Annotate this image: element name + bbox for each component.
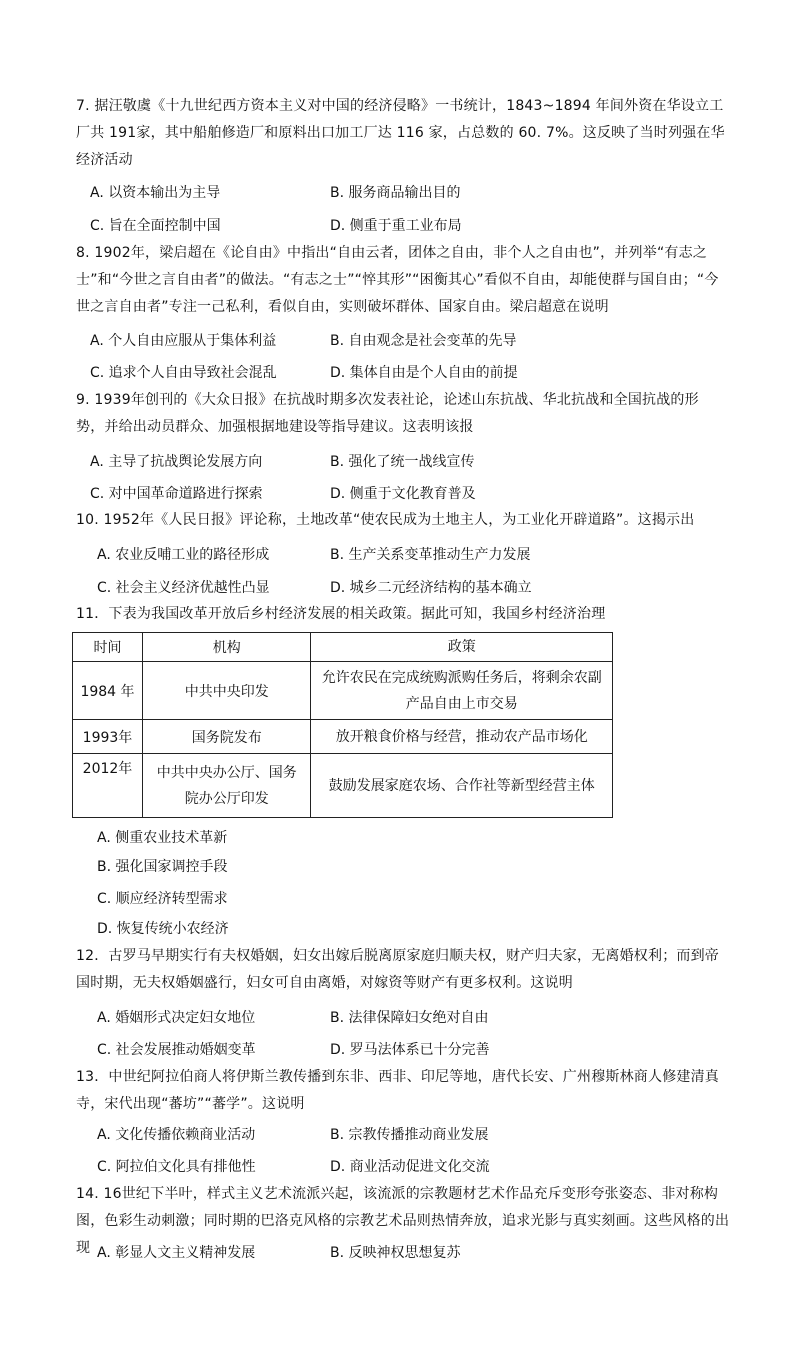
question-12-option-c[interactable]: C. 社会发展推动婚姻变革 <box>97 1042 256 1058</box>
question-13-stem: 13．中世纪阿拉伯商人将伊斯兰教传播到东非、西非、印尼等地，唐代长安、广州穆斯林商人修建清真寺，宋代出现“蕃坊”“蕃学”。这说明 <box>76 1069 720 1112</box>
question-10-stem: 10. 1952年《人民日报》评论称，土地改革“使农民成为土地主人，为工业化开辟道路”。这揭示出 <box>76 512 695 528</box>
question-7-option-b[interactable]: B. 服务商品输出目的 <box>330 185 461 201</box>
table-row <box>73 754 613 818</box>
table-cell-agency: 国务院发布 <box>142 720 310 754</box>
question-8-stem: 8. 1902年，梁启超在《论自由》中指出“自由云者，团体之自由，非个人之自由也”，并列举“有志之士”和“今世之言自由者”的做法。“有志之士”“悴其形”“困衡其心”看似不自由，却能使群与国自由；“今世之言自由者”专注一己私利，看似自由，实则破坏群体、国家自由。梁启超意在说明 <box>76 245 719 315</box>
question-10-option-a[interactable]: A. 农业反哺工业的路径形成 <box>97 547 270 563</box>
table-cell-time: 1993年 <box>73 720 143 754</box>
question-9-option-c[interactable]: C. 对中国革命道路进行探索 <box>90 486 263 502</box>
question-7-option-d[interactable]: D. 侧重于重工业布局 <box>330 218 462 234</box>
table-cell-agency: 中共中央印发 <box>142 662 310 720</box>
question-12-stem: 12．古罗马早期实行有夫权婚姻，妇女出嫁后脱离原家庭归顺夫权，财产归夫家，无离婚权利；而到帝国时期，无夫权婚姻盛行，妇女可自由离婚，对嫁资等财产有更多权利。这说明 <box>76 948 720 991</box>
table-cell-time: 1984 年 <box>73 662 143 720</box>
question-14-stem: 14. 16世纪下半叶，样式主义艺术流派兴起，该流派的宗教题材艺术作品充斥变形夸张姿态、非对称构图，色彩生动刺激；同时期的巴洛克风格的宗教艺术品则热情奔放，追求光影与真实刻画。这些风格的出现 <box>76 1186 730 1256</box>
policy-table <box>72 632 613 818</box>
question-10-option-b[interactable]: B. 生产关系变革推动生产力发展 <box>330 547 531 563</box>
question-9-option-b[interactable]: B. 强化了统一战线宣传 <box>330 454 475 470</box>
question-12-option-b[interactable]: B. 法律保障妇女绝对自由 <box>330 1010 489 1026</box>
table-row <box>73 720 613 754</box>
question-11-option-b[interactable]: B. 强化国家调控手段 <box>97 859 228 875</box>
question-9-option-d[interactable]: D. 侧重于文化教育普及 <box>330 486 476 502</box>
table-cell-policy: 鼓励发展家庭农场、合作社等新型经营主体 <box>311 754 613 818</box>
question-8-option-b[interactable]: B. 自由观念是社会变革的先导 <box>330 333 517 349</box>
table-header-policy: 政策 <box>311 633 613 662</box>
question-8-option-d[interactable]: D. 集体自由是个人自由的前提 <box>330 365 518 381</box>
question-7-option-c[interactable]: C. 旨在全面控制中国 <box>90 218 221 234</box>
question-13-option-a[interactable]: A. 文化传播依赖商业活动 <box>97 1127 256 1143</box>
question-8-option-c[interactable]: C. 追求个人自由导致社会混乱 <box>90 365 277 381</box>
question-10-option-c[interactable]: C. 社会主义经济优越性凸显 <box>97 580 270 596</box>
table-row <box>73 662 613 720</box>
table-header-row <box>73 633 613 662</box>
question-12-option-a[interactable]: A. 婚姻形式决定妇女地位 <box>97 1010 256 1026</box>
question-11-option-d[interactable]: D. 恢复传统小农经济 <box>97 921 229 937</box>
question-12-option-d[interactable]: D. 罗马法体系已十分完善 <box>330 1042 490 1058</box>
table-header-time: 时间 <box>73 633 143 662</box>
question-10-option-d[interactable]: D. 城乡二元经济结构的基本确立 <box>330 580 532 596</box>
question-8-option-a[interactable]: A. 个人自由应服从于集体利益 <box>90 333 277 349</box>
question-14-option-b[interactable]: B. 反映神权思想复苏 <box>330 1245 461 1261</box>
question-13-option-b[interactable]: B. 宗教传播推动商业发展 <box>330 1127 489 1143</box>
question-7-option-a[interactable]: A. 以资本输出为主导 <box>90 185 221 201</box>
question-9-option-a[interactable]: A. 主导了抗战舆论发展方向 <box>90 454 263 470</box>
question-11-option-a[interactable]: A. 侧重农业技术革新 <box>97 830 228 846</box>
question-13-option-c[interactable]: C. 阿拉伯文化具有排他性 <box>97 1159 256 1175</box>
question-11-option-c[interactable]: C. 顺应经济转型需求 <box>97 891 228 907</box>
table-cell-policy: 放开粮食价格与经营，推动农产品市场化 <box>311 720 613 754</box>
question-7-stem: 7. 据汪敬虞《十九世纪西方资本主义对中国的经济侵略》一书统计，1843~1894 年间外资在华设立工厂共 191家，其中船舶修造厂和原料出口加工厂达 116 家，占总数的 60. 7%。这反映了当时列强在华经济活动 <box>76 98 725 168</box>
question-11-stem: 11．下表为我国改革开放后乡村经济发展的相关政策。据此可知，我国乡村经济治理 <box>76 606 606 622</box>
question-13-option-d[interactable]: D. 商业活动促进文化交流 <box>330 1159 490 1175</box>
table-header-agency: 机构 <box>142 633 310 662</box>
table-cell-policy: 允许农民在完成统购派购任务后，将剩余农副产品自由上市交易 <box>311 662 613 720</box>
question-9-stem: 9. 1939年创刊的《大众日报》在抗战时期多次发表社论，论述山东抗战、华北抗战和全国抗战的形势，并给出动员群众、加强根据地建设等指导建议。这表明该报 <box>76 392 699 435</box>
table-cell-time: 2012年 <box>73 754 143 818</box>
table-cell-agency: 中共中央办公厅、国务院办公厅印发 <box>142 754 310 818</box>
question-14-option-a[interactable]: A. 彰显人文主义精神发展 <box>97 1245 256 1261</box>
